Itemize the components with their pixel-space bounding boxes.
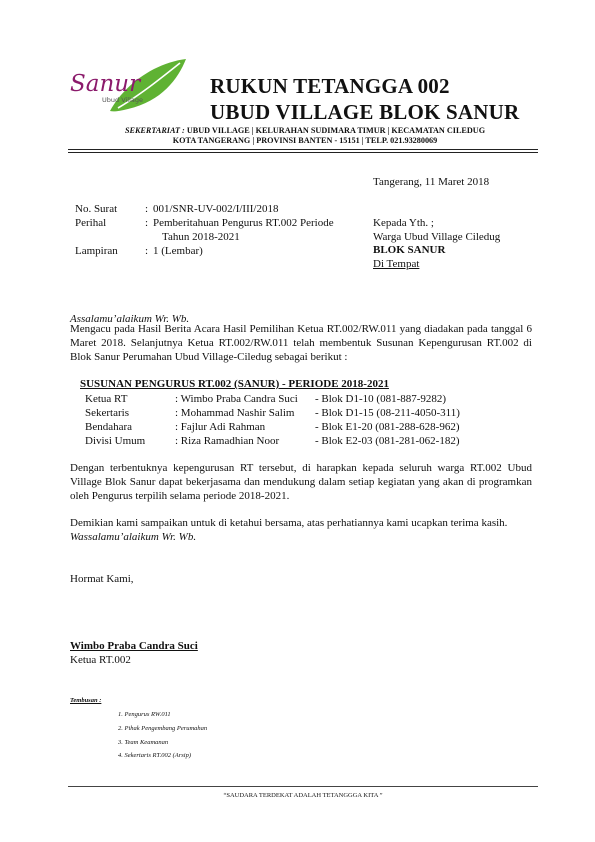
pengurus-role: Divisi Umum xyxy=(85,435,146,447)
no-surat-colon: : xyxy=(145,203,149,215)
signature-name: Wimbo Praba Candra Suci xyxy=(70,640,198,652)
pengurus-role: Sekertaris xyxy=(85,407,129,419)
no-surat-value: 001/SNR-UV-002/I/III/2018 xyxy=(153,203,279,215)
closing: Hormat Kami, xyxy=(70,573,134,585)
perihal-colon: : xyxy=(145,217,149,229)
tembusan-item: 2. Pihak Pengembang Perumahan xyxy=(118,725,208,732)
pengurus-name: : Wimbo Praba Candra Suci xyxy=(175,393,298,405)
perihal-value-line1: Pemberitahuan Pengurus RT.002 Periode xyxy=(153,217,334,229)
recipient-line3: BLOK SANUR xyxy=(373,244,446,256)
pengurus-name: : Fajlur Adi Rahman xyxy=(175,421,266,433)
tembusan-item: 3. Team Keamanan xyxy=(118,739,169,746)
pengurus-name: : Riza Ramadhian Noor xyxy=(175,435,280,447)
letterhead-rule-thick xyxy=(68,149,538,150)
tembusan-title: Tembusan : xyxy=(70,697,102,704)
pengurus-title: SUSUNAN PENGURUS RT.002 (SANUR) - PERIODE 2018-2021 xyxy=(80,378,389,390)
paragraph-2: Dengan terbentuknya kepengurusan RT tersebut, di harapkan kepada seluruh warga RT.002 Ubud Village Blok Sanur dapat bekerjasama dan mendukung dalam setiap kegiatan yang akan di programkan oleh Pengurus terpilih selama periode 2018-2021. xyxy=(70,462,532,502)
recipient-line1: Kepada Yth. ; xyxy=(373,217,434,229)
tembusan-item: 4. Sekertaris RT.002 (Arsip) xyxy=(118,752,191,759)
address-lead: SEKERTARIAT : xyxy=(124,126,185,135)
lampiran-label: Lampiran xyxy=(75,245,118,257)
perihal-label: Perihal xyxy=(75,217,107,229)
paragraph-1: Mengacu pada Hasil Berita Acara Hasil Pemilihan Ketua RT.002/RW.011 yang diadakan pada tanggal 6 Maret 2018. Selanjutnya Ketua RT.002/RW.011 telah membentuk Susunan Kepengurusan RT.002 di Blok Sanur Perumahan Ubud Village-Ciledug sebagai berikut : xyxy=(70,323,532,363)
signature-position: Ketua RT.002 xyxy=(70,654,131,666)
letterhead-title-line1: RUKUN TETANGGA 002 xyxy=(210,74,450,98)
greeting: Assalamu’alaikum Wr. Wb. xyxy=(70,313,190,325)
letterhead-title-line2: UBUD VILLAGE BLOK SANUR xyxy=(210,100,520,124)
leaf-logo-icon xyxy=(62,55,192,117)
lampiran-value: 1 (Lembar) xyxy=(153,245,203,257)
closing-salam: Wassalamu’alaikum Wr. Wb. xyxy=(70,531,197,543)
lampiran-colon: : xyxy=(145,245,149,257)
perihal-value-line2: Tahun 2018-2021 xyxy=(162,231,240,243)
recipient-line4: Di Tempat xyxy=(373,258,420,270)
paragraph-3: Demikian kami sampaikan untuk di ketahui bersama, atas perhatiannya kami ucapkan terima kasih. xyxy=(70,517,508,529)
footer-motto: “SAUDARA TERDEKAT ADALAH TETANGGGA KITA ” xyxy=(223,792,383,799)
letterhead-address-line2: KOTA TANGERANG | PROVINSI BANTEN - 15151 | TELP. 021.93280069 xyxy=(172,136,438,145)
letter-date: Tangerang, 11 Maret 2018 xyxy=(373,176,490,188)
pengurus-blok: - Blok D1-10 (081-887-9282) xyxy=(315,393,447,405)
pengurus-name: : Mohammad Nashir Salim xyxy=(175,407,295,419)
letterhead-rule-thin xyxy=(68,152,538,153)
recipient-line2: Warga Ubud Village Ciledug xyxy=(373,231,501,243)
pengurus-role: Bendahara xyxy=(85,421,133,433)
sanur-logo xyxy=(62,55,192,117)
address-text-1: UBUD VILLAGE | KELURAHAN SUDIMARA TIMUR | KECAMATAN CILEDUG xyxy=(186,126,486,135)
pengurus-blok: - Blok E2-03 (081-281-062-182) xyxy=(315,435,460,447)
logo-wordmark: Sanur xyxy=(70,71,141,97)
pengurus-role: Ketua RT xyxy=(85,393,128,405)
pengurus-blok: - Blok E1-20 (081-288-628-962) xyxy=(315,421,460,433)
no-surat-label: No. Surat xyxy=(75,203,118,215)
footer-rule xyxy=(68,786,538,787)
logo-subtext: Ubud Village xyxy=(102,96,144,104)
tembusan-item: 1. Pengurus RW.011 xyxy=(118,711,171,718)
pengurus-blok: - Blok D1-15 (08-211-4050-311) xyxy=(315,407,460,419)
letterhead-address-line1 xyxy=(70,126,540,135)
